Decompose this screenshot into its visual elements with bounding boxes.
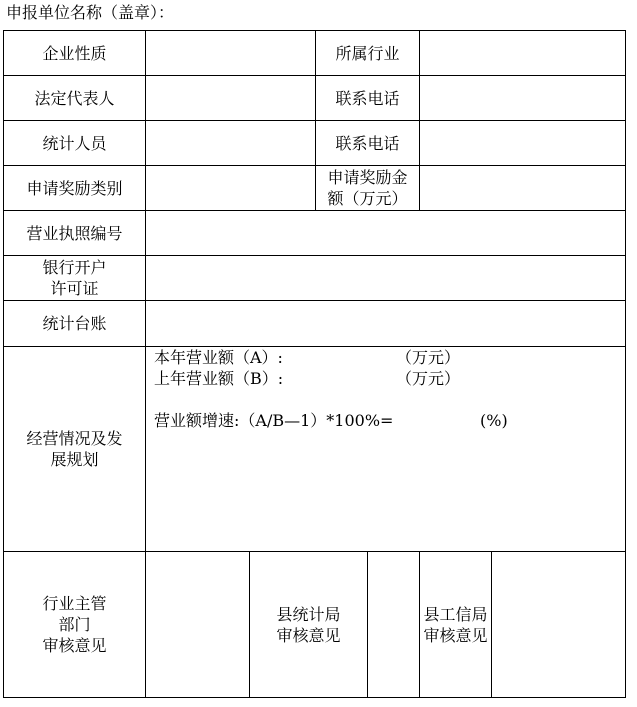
license-no-field[interactable] xyxy=(146,211,626,256)
statistician-field[interactable] xyxy=(146,121,316,166)
reward-amount-field[interactable] xyxy=(420,166,626,211)
statistician-label: 统计人员 xyxy=(4,121,146,166)
county-it-review-line2: 审核意见 xyxy=(423,625,488,645)
business-plan-label xyxy=(4,347,146,552)
county-stats-review-line1: 县统计局 xyxy=(276,604,341,624)
application-form-table xyxy=(3,30,626,698)
legal-rep-label: 法定代表人 xyxy=(4,76,146,121)
county-stats-review-label xyxy=(250,552,368,698)
phone-field-1[interactable] xyxy=(420,76,626,121)
enterprise-nature-field[interactable] xyxy=(146,31,316,76)
reward-amount-label xyxy=(316,166,420,211)
county-stats-review-field[interactable] xyxy=(368,552,420,698)
revenue-growth-unit: (%) xyxy=(480,411,508,430)
industry-dept-review-line3: 审核意见 xyxy=(42,636,107,655)
reward-amount-label-line2: 额（万元） xyxy=(327,189,408,208)
last-year-revenue-label: 上年营业额（B）: xyxy=(154,369,284,388)
stat-ledger-label: 统计台账 xyxy=(4,301,146,347)
phone-label-1: 联系电话 xyxy=(316,76,420,121)
phone-field-2[interactable] xyxy=(420,121,626,166)
revenue-growth-label: 营业额增速:（A/B—1）*100%= xyxy=(154,411,394,430)
bank-permit-field[interactable] xyxy=(146,256,626,301)
industry-dept-review-line1: 行业主管 xyxy=(42,594,107,613)
phone-label-2: 联系电话 xyxy=(316,121,420,166)
county-it-review-label xyxy=(420,552,492,698)
bank-permit-label xyxy=(4,256,146,301)
industry-field[interactable] xyxy=(420,31,626,76)
bank-permit-label-line1: 银行开户 xyxy=(42,258,107,277)
business-plan-label-line1: 经营情况及发 xyxy=(26,429,123,448)
county-it-review-line1: 县工信局 xyxy=(423,604,488,624)
license-no-label: 营业执照编号 xyxy=(4,211,146,256)
industry-dept-review-field[interactable] xyxy=(146,552,250,698)
industry-dept-review-line2: 部门 xyxy=(58,615,91,634)
county-it-review-field[interactable] xyxy=(492,552,626,698)
this-year-revenue-label: 本年营业额（A）: xyxy=(154,348,283,367)
legal-rep-field[interactable] xyxy=(146,76,316,121)
last-year-revenue-unit: （万元） xyxy=(396,369,461,388)
industry-label: 所属行业 xyxy=(316,31,420,76)
business-plan-label-line2: 展规划 xyxy=(50,450,99,469)
business-plan-field[interactable] xyxy=(146,347,626,552)
applicant-unit-label: 申报单位名称（盖章）： xyxy=(6,3,175,22)
reward-category-label: 申请奖励类别 xyxy=(4,166,146,211)
reward-amount-label-line1: 申请奖励金 xyxy=(327,168,408,187)
stat-ledger-field[interactable] xyxy=(146,301,626,347)
enterprise-nature-label: 企业性质 xyxy=(4,31,146,76)
this-year-revenue-unit: （万元） xyxy=(396,348,461,367)
county-stats-review-line2: 审核意见 xyxy=(276,625,341,645)
industry-dept-review-label xyxy=(4,552,146,698)
reward-category-field[interactable] xyxy=(146,166,316,211)
bank-permit-label-line2: 许可证 xyxy=(50,279,99,298)
